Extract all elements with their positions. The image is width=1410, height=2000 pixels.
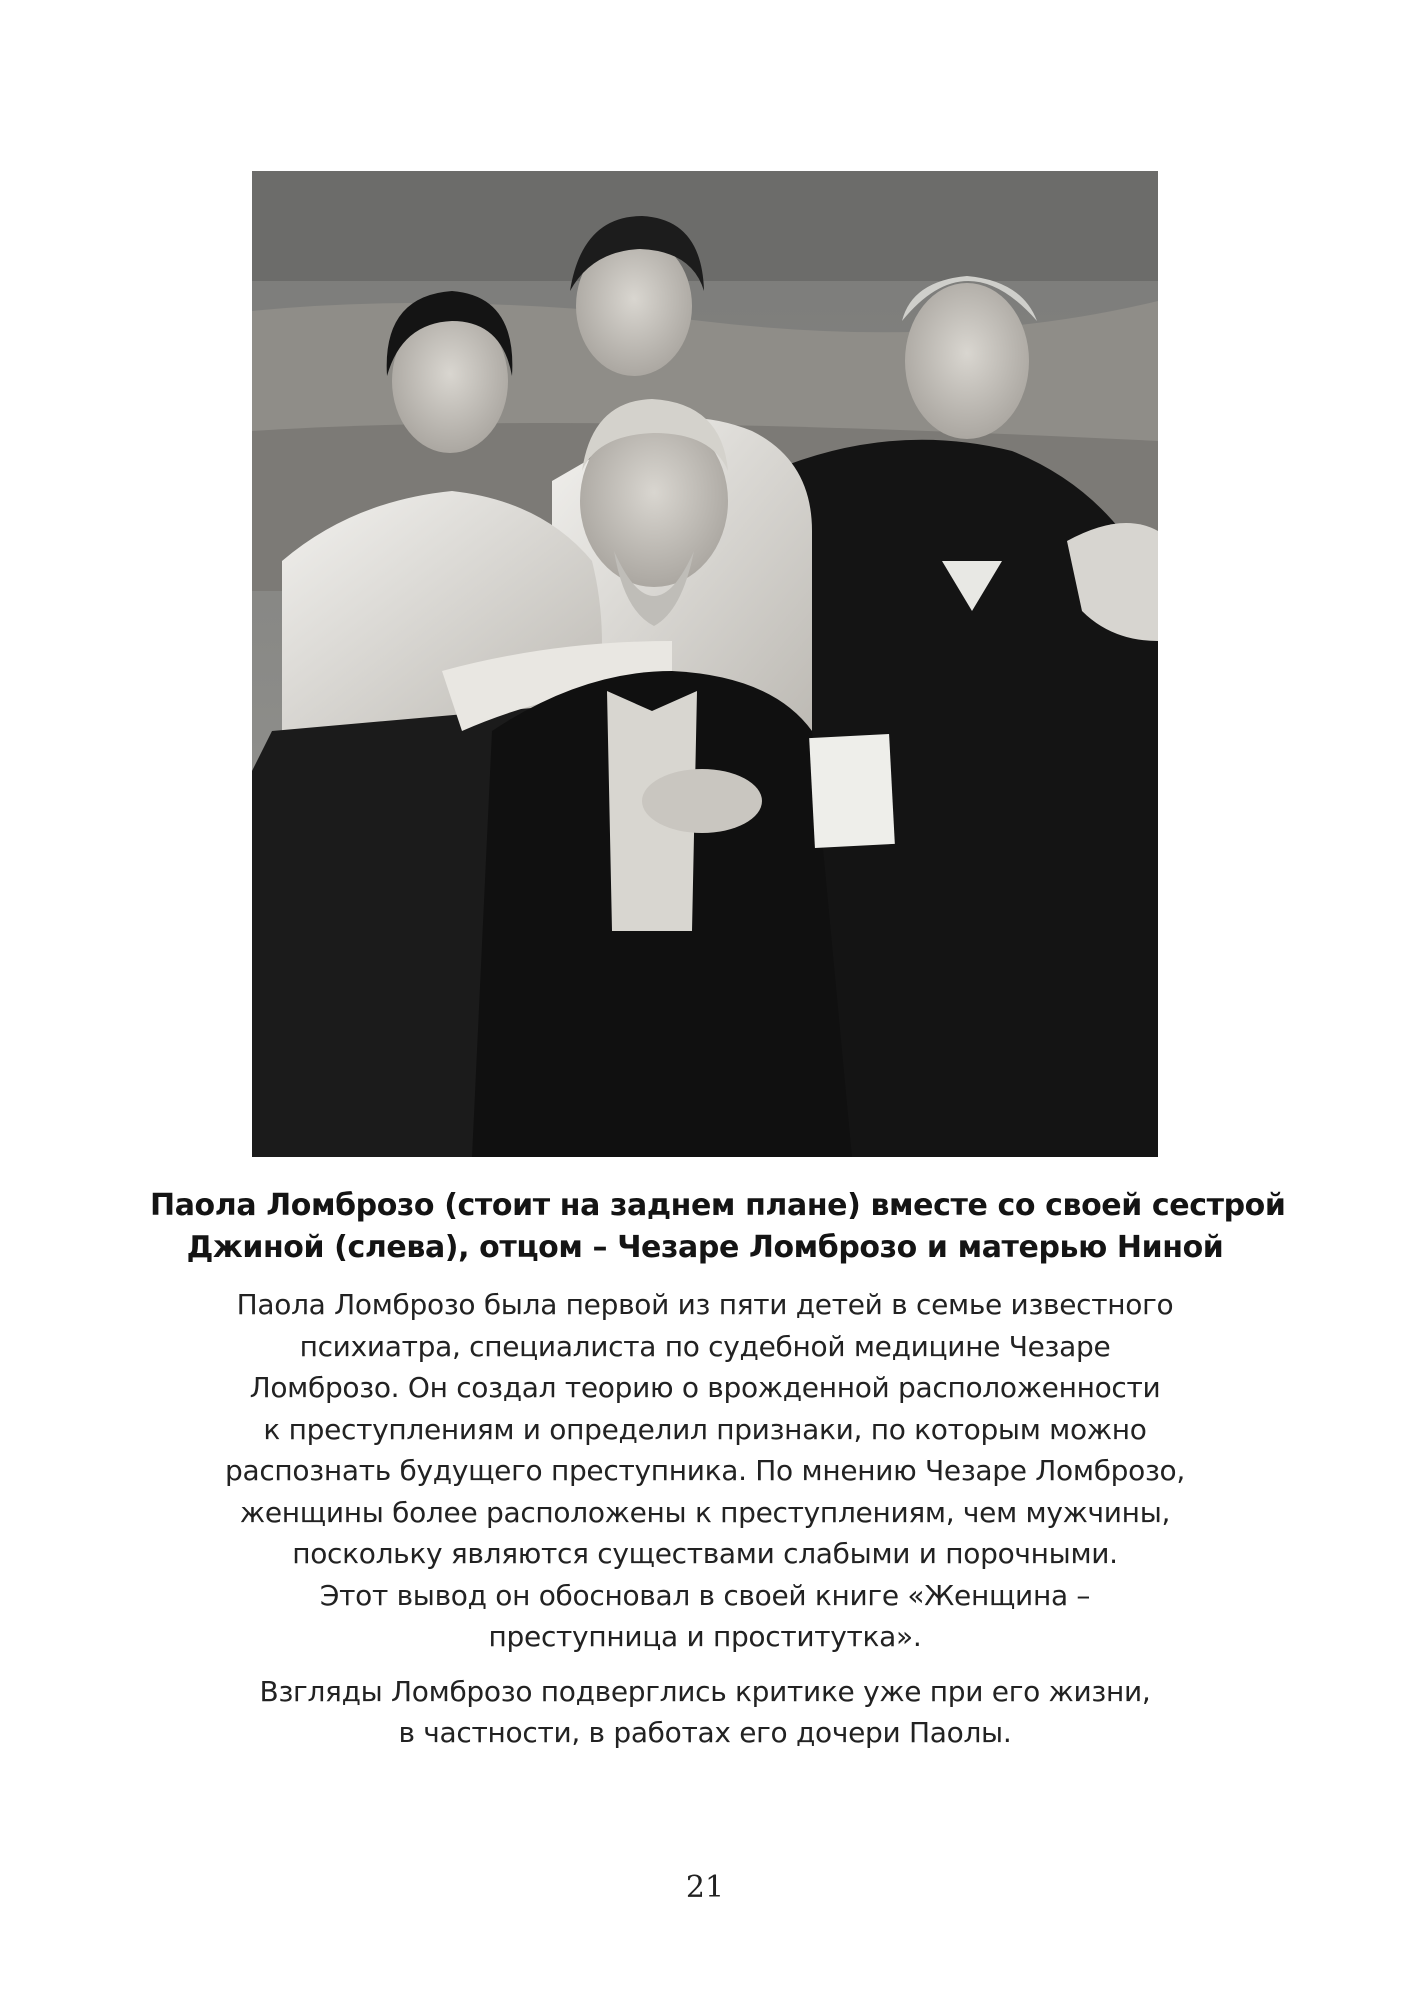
text-line: Этот вывод он обосновал в своей книге «Женщина – — [319, 1578, 1091, 1612]
text-line: распознать будущего преступника. По мнению Чезаре Ломброзо, — [225, 1454, 1185, 1487]
photograph-drawing — [252, 171, 1158, 1157]
text-line: преступница и проститутка». — [488, 1620, 922, 1653]
text-line: психиатра, специалиста по судебной медицине Чезаре — [299, 1329, 1111, 1363]
caption-line: Паола Ломброзо (стоит на заднем плане) вместе со своей сестрой — [150, 1188, 1286, 1223]
text-line: к преступлениям и определил признаки, по которым можно — [263, 1412, 1147, 1446]
paragraph — [170, 1671, 1240, 1754]
text-line: Паола Ломброзо была первой из пяти детей в семье известного — [236, 1288, 1174, 1321]
text-line: Ломброзо. Он создал теорию о врожденной расположенности — [249, 1371, 1161, 1404]
text-line: в частности, в работах его дочери Паолы. — [398, 1716, 1012, 1749]
page-number: 21 — [685, 1870, 725, 1905]
paragraph — [170, 1284, 1240, 1658]
photo-caption — [150, 1185, 1286, 1269]
text-line: Взгляды Ломброзо подверглись критике уже при его жизни, — [259, 1674, 1151, 1708]
family-photograph — [252, 171, 1158, 1157]
body-text — [170, 1284, 1240, 1767]
text-line: поскольку являются существами слабыми и порочными. — [292, 1537, 1118, 1570]
caption-line: Джиной (слева), отцом – Чезаре Ломброзо и матерью Ниной — [186, 1230, 1224, 1265]
text-line: женщины более расположены к преступлениям, чем мужчины, — [239, 1495, 1171, 1529]
